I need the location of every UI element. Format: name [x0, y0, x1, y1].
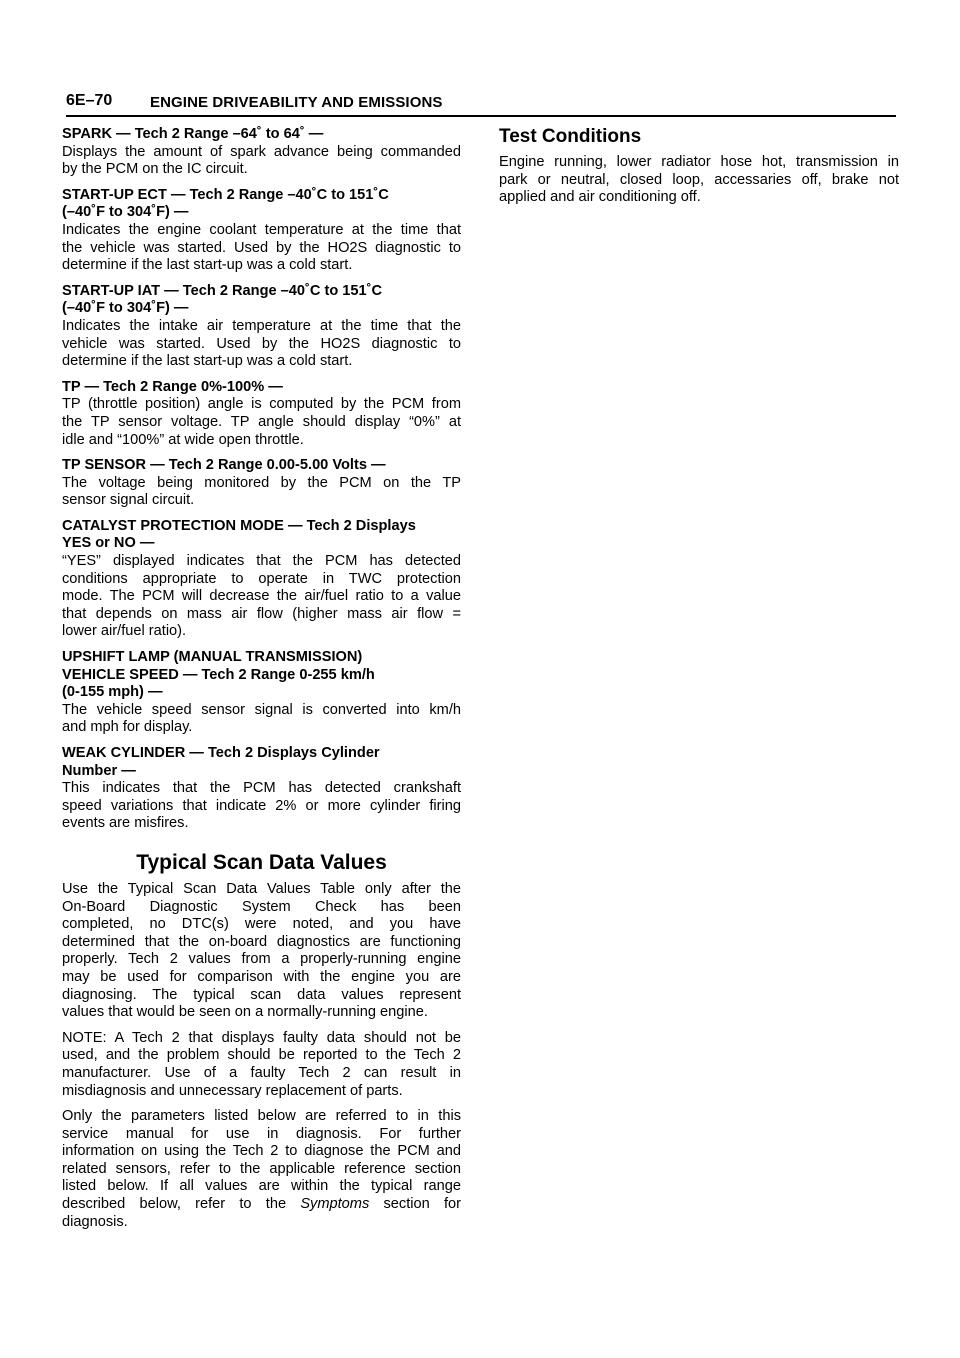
parameter-description-line: lower air/fuel ratio).	[62, 623, 187, 640]
parameter-heading	[62, 187, 461, 222]
parameter-description-line: the TP sensor voltage. TP angle should display “0%” at	[62, 413, 461, 430]
parameter-description	[62, 222, 461, 275]
parameter-description-line: “YES” displayed indicates that the PCM has detected	[62, 553, 461, 570]
parameter-description	[62, 144, 461, 179]
paragraph-line: park or neutral, closed loop, accessaries off, brake not	[499, 171, 899, 188]
para3-last-line: described below, refer to the Symptoms section for	[62, 1196, 461, 1213]
parameter-entry	[62, 457, 461, 510]
paragraph-line: determined that the on-board diagnostics are functioning	[62, 933, 461, 950]
left-column	[62, 126, 461, 1239]
parameter-description-line: conditions appropriate to operate in TWC protection	[62, 570, 461, 587]
paragraph-line: information on using the Tech 2 to diagnose the PCM and	[62, 1143, 461, 1160]
parameter-description-line: the vehicle was started. Used by the HO2S diagnostic to	[62, 239, 461, 256]
paragraph-line: applied and air conditioning off.	[499, 189, 701, 206]
parameter-entry	[62, 283, 461, 371]
paragraph-line: diagnosing. The typical scan data values represent	[62, 986, 461, 1003]
parameter-heading-line: (–40˚F to 304˚F) —	[62, 300, 189, 317]
parameter-heading-line: (0-155 mph) —	[62, 684, 163, 701]
paragraph-line: listed below. If all values are within the typical range	[62, 1178, 461, 1195]
section-title: ENGINE DRIVEABILITY AND EMISSIONS	[150, 94, 443, 111]
paragraph-line: NOTE: A Tech 2 that displays faulty data should not be	[62, 1029, 461, 1046]
parameter-description-line: This indicates that the PCM has detected crankshaft	[62, 780, 461, 797]
parameter-heading	[62, 457, 461, 475]
symptoms-reference: Symptoms	[300, 1196, 370, 1213]
parameter-description	[62, 318, 461, 371]
parameter-description-line: events are misfires.	[62, 815, 189, 832]
paragraph-line: On-Board Diagnostic System Check has been	[62, 898, 461, 915]
parameter-description	[62, 475, 461, 510]
parameter-heading-line: WEAK CYLINDER — Tech 2 Displays Cylinder	[62, 745, 380, 761]
parameter-description-line: determine if the last start-up was a cold start.	[62, 257, 353, 274]
parameter-description	[62, 780, 461, 833]
para3-end-line: diagnosis.	[62, 1213, 128, 1230]
test-conditions-heading: Test Conditions	[499, 126, 642, 147]
parameter-heading	[62, 379, 461, 397]
paragraph-line: used, and the problem should be reported to the Tech 2	[62, 1047, 461, 1064]
paragraph-line: Use the Typical Scan Data Values Table only after the	[62, 880, 461, 897]
parameter-description-line: sensor signal circuit.	[62, 492, 195, 509]
parameter-list	[62, 126, 461, 833]
parameter-entry	[62, 379, 461, 449]
test-conditions-text	[499, 154, 899, 207]
page-number: 6E–70	[66, 92, 113, 109]
parameter-heading	[62, 126, 461, 144]
paragraph-line: Only the parameters listed below are referred to in this	[62, 1108, 461, 1125]
parameter-heading	[62, 518, 461, 553]
paragraph-line: manufacturer. Use of a faulty Tech 2 can result in	[62, 1064, 461, 1081]
note-paragraph	[62, 1030, 461, 1100]
parameter-heading-line: CATALYST PROTECTION MODE — Tech 2 Displays	[62, 517, 416, 534]
parameter-description-line: The vehicle speed sensor signal is converted into km/h	[62, 701, 461, 718]
paragraph-line: completed, no DTC(s) were noted, and you have	[62, 916, 461, 933]
parameter-description-line: idle and “100%” at wide open throttle.	[62, 431, 304, 448]
parameters-paragraph	[62, 1108, 461, 1231]
parameter-description-line: Indicates the intake air temperature at the time that the	[62, 317, 461, 334]
parameter-description	[62, 702, 461, 737]
parameter-heading-line: TP — Tech 2 Range 0%-100% —	[62, 378, 283, 395]
parameter-description-line: by the PCM on the IC circuit.	[62, 161, 248, 178]
typical-scan-heading: Typical Scan Data Values	[136, 850, 387, 874]
parameter-heading-line: YES or NO —	[62, 535, 155, 552]
parameter-description-line: The voltage being monitored by the PCM on the TP	[62, 474, 461, 491]
parameter-entry	[62, 649, 461, 737]
paragraph-line: service manual for use in diagnosis. For further	[62, 1125, 461, 1142]
parameter-heading-line: UPSHIFT LAMP (MANUAL TRANSMISSION)	[62, 649, 363, 666]
paragraph-line: values that would be seen on a normally-running engine.	[62, 1004, 428, 1021]
parameter-description-line: speed variations that indicate 2% or more cylinder firing	[62, 797, 461, 814]
parameter-heading	[62, 283, 461, 318]
header-rule	[66, 115, 896, 117]
parameter-heading-line: START-UP IAT — Tech 2 Range –40˚C to 151˚C	[62, 282, 383, 299]
parameter-heading-line: VEHICLE SPEED — Tech 2 Range 0-255 km/h	[62, 666, 375, 683]
paragraph-line: Engine running, lower radiator hose hot, transmission in	[499, 154, 899, 170]
parameter-heading-line: START-UP ECT — Tech 2 Range –40˚C to 151˚C	[62, 186, 389, 203]
parameter-entry	[62, 745, 461, 833]
parameter-description	[62, 553, 461, 641]
paragraph-line: may be used for comparison with the engine you are	[62, 968, 461, 985]
parameter-description-line: mode. The PCM will decrease the air/fuel ratio to a value	[62, 588, 461, 605]
page-header	[66, 88, 896, 116]
parameter-heading-line: (–40˚F to 304˚F) —	[62, 204, 189, 221]
parameter-heading-line: Number —	[62, 762, 136, 779]
parameter-description-line: vehicle was started. Used by the HO2S diagnostic to	[62, 335, 461, 352]
paragraph-line: misdiagnosis and unnecessary replacement of parts.	[62, 1082, 403, 1099]
parameter-heading	[62, 649, 461, 702]
parameter-heading	[62, 745, 461, 780]
parameter-description-line: that depends on mass air flow (higher mass air flow =	[62, 605, 461, 622]
intro-paragraph	[62, 881, 461, 1022]
parameter-heading-line: SPARK — Tech 2 Range –64˚ to 64˚ —	[62, 126, 324, 142]
parameter-description-line: Indicates the engine coolant temperature at the time that	[62, 221, 461, 238]
parameter-description-line: determine if the last start-up was a cold start.	[62, 353, 353, 370]
parameter-description-line: TP (throttle position) angle is computed by the PCM from	[62, 396, 461, 413]
parameter-entry	[62, 126, 461, 179]
parameter-heading-line: TP SENSOR — Tech 2 Range 0.00-5.00 Volts —	[62, 457, 386, 474]
parameter-description-line: and mph for display.	[62, 719, 193, 736]
parameter-entry	[62, 187, 461, 275]
paragraph-line: properly. Tech 2 values from a properly-running engine	[62, 951, 461, 968]
paragraph-line: related sensors, refer to the applicable reference section	[62, 1160, 461, 1177]
parameter-description-line: Displays the amount of spark advance being commanded	[62, 143, 461, 160]
parameter-entry	[62, 518, 461, 641]
parameter-description	[62, 396, 461, 449]
right-column	[499, 126, 899, 215]
